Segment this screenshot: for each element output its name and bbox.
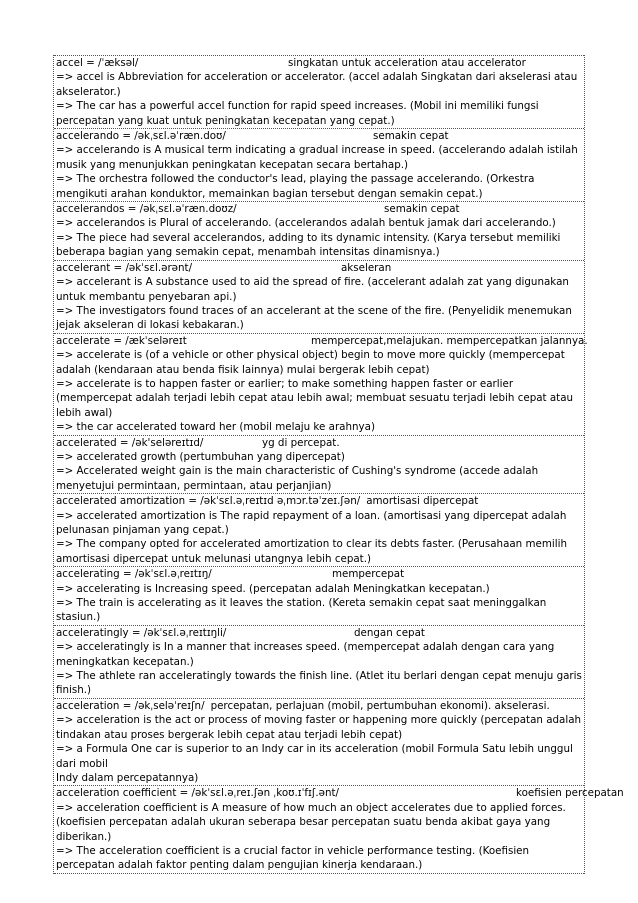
headword: accelerated amortization = /əkˈsɛl.əˌreɪtɪd əˌmɔr.təˈzeɪ.ʃən/ (56, 495, 361, 508)
headword: acceleration = /əkˌseləˈreɪʃn/ (56, 699, 205, 712)
dictionary-entry (54, 493, 584, 566)
example-line: => The train is accelerating as it leaves the station. (Kereta semakin cepat saat meninggalkan stasiun.) (56, 597, 547, 624)
entry-head (56, 494, 582, 508)
dictionary-entry (54, 698, 584, 785)
headword: accelerate = /ækˈseləreɪt (56, 334, 187, 347)
entry-head (56, 129, 582, 143)
example-line: => accelerando is A musical term indicating a gradual increase in speed. (accelerando adalah istilah musik yang menunjukkan peningkatan kecepatan secara bertahap.) (56, 144, 578, 171)
headword: accelerating = /əkˈsɛl.əˌreɪtɪŋ/ (56, 568, 212, 581)
example-line: => accelerated amortization is The rapid repayment of a loan. (amortisasi yang dipercepat adalah pelunasan pinjaman yang cepat.) (56, 509, 567, 536)
example-line: => accelerant is A substance used to aid the spread of fire. (accelerant adalah zat yang digunakan untuk membantu penyebaran api.) (56, 276, 569, 303)
dictionary-entry (54, 785, 624, 873)
example-line: => The athlete ran acceleratingly towards the finish line. (Atlet itu berlari dengan cepat menuju garis finish.) (56, 670, 582, 697)
example-line: => acceleration coefficient is A measure of how much an object accelerates due to applied forces. (koefisien percepatan adalah ukuran seberapa besar percepatan suatu benda akibat gaya yang diberikan.) (56, 801, 566, 843)
meaning: mempercepat (332, 568, 405, 581)
meaning: singkatan untuk acceleration atau accelerator (288, 57, 526, 69)
example-line: => acceleratingly is In a manner that increases speed. (mempercepat adalah dengan cara yang meningkatkan kecepatan.) (56, 641, 555, 668)
entry-head (56, 699, 582, 713)
example-line: => acceleration is the act or process of moving faster or happening more quickly (percepatan adalah tindakan atau proses bergerak lebih cepat atau terjadi lebih cepat) (56, 714, 582, 741)
headword: acceleratingly = /əkˈsɛl.əˌreɪtɪŋli/ (56, 626, 227, 639)
entry-head (56, 626, 582, 640)
meaning: mempercepat,melajukan. mempercepatkan jalannya. (311, 334, 588, 347)
meaning: dengan cepat (354, 626, 425, 639)
dictionary-entry (54, 201, 584, 260)
example-line: => The acceleration coefficient is a crucial factor in vehicle performance testing. (Koefisien percepatan adalah faktor penting dalam pengujian kinerja kendaraan.) (56, 844, 530, 872)
example-line: => accelerating is Increasing speed. (percepatan adalah Meningkatkan kecepatan.) (56, 582, 490, 595)
meaning: semakin cepat (373, 130, 449, 143)
dictionary-entry (54, 435, 584, 494)
example-line: => accelerate is (of a vehicle or other physical object) begin to move more quickly (mempercepat adalah (kendaraan atau benda fisik lainnya) mulai bergerak lebih cepat) (56, 349, 565, 376)
meaning: semakin cepat (384, 203, 460, 216)
meaning: amortisasi dipercepat (366, 495, 479, 508)
meaning: percepatan, perlajuan (mobil, pertumbuhan ekonomi). akselerasi. (210, 699, 550, 712)
headword: accelerated = /ək'seləreɪtɪd/ (56, 436, 204, 449)
entry-head (56, 261, 582, 275)
meaning: yg di percepat. (262, 436, 340, 449)
example-line: => The company opted for accelerated amortization to clear its debts faster. (Perusahaan memilih amortisasi dipercepat untuk melunasi utangnya lebih cepat.) (56, 538, 567, 565)
example-line: => Accelerated weight gain is the main characteristic of Cushing's syndrome (accede adalah menyetujui permintaan, permintaan, atau perjanjian) (56, 465, 539, 492)
headword: accelerando = /əkˌsɛl.əˈræn.doʊ/ (56, 130, 226, 143)
example-line: => The piece had several accelerandos, adding to its dynamic intensity. (Karya tersebut memiliki beberapa bagian yang semakin cepat, menambah intensitas dinamisnya.) (56, 231, 561, 259)
dictionary-entry (54, 333, 588, 435)
headword: accelerant = /əkˈsɛl.ərənt/ (56, 261, 193, 274)
example-line: => The car has a powerful accel function for rapid speed increases. (Mobil ini memiliki fungsi percepatan yang kuat untuk peningkatan kecepatan yang cepat.) (56, 100, 539, 127)
dictionary-entry (54, 55, 584, 128)
dictionary-entry (54, 566, 584, 625)
example-line: => accel is Abbreviation for acceleration or accelerator. (accel adalah Singkatan dari akselerasi atau akselerator.) (56, 71, 578, 98)
example-line: => a Formula One car is superior to an Indy car in its acceleration (mobil Formula Satu lebih unggul dari mobil (56, 743, 573, 770)
dictionary-entry (54, 260, 584, 333)
headword: acceleration coefficient = /əkˈsɛl.əˌreɪ.ʃən ˌkoʊ.ɪˈfɪʃ.ənt/ (56, 787, 339, 800)
entry-head (56, 786, 624, 800)
example-line: => the car accelerated toward her (mobil melaju ke arahnya) (56, 421, 375, 434)
meaning: akseleran (341, 261, 392, 274)
headword: accel = /ˈæksəl/ (56, 57, 139, 69)
example-line: => accelerated growth (pertumbuhan yang dipercepat) (56, 450, 345, 463)
example-line: => accelerandos is Plural of accelerando. (accelerandos adalah bentuk jamak dari accelerando.) (56, 217, 556, 230)
headword: accelerandos = /əkˌsɛl.əˈræn.doʊz/ (56, 203, 237, 216)
example-line: => accelerate is to happen faster or earlier; to make something happen faster or earlier (mempercepat adalah terjadi lebih cepat atau lebih awal; membuat sesuatu terjadi lebih cepat atau lebih awal) (56, 377, 574, 419)
example-line: => The investigators found traces of an accelerant at the scene of the fire. (Penyelidik menemukan jejak akseleran di lokasi kebakaran.) (56, 304, 572, 332)
entry-head (56, 567, 582, 581)
dictionary-sheet (53, 55, 624, 874)
example-line: Indy dalam percepatannya) (56, 771, 199, 784)
dictionary-entry (54, 625, 584, 698)
entry-head (56, 334, 588, 348)
meaning: koefisien percepatan (516, 787, 624, 800)
entry-head (56, 436, 582, 450)
entry-head (56, 202, 582, 216)
example-line: => The orchestra followed the conductor's lead, playing the passage accelerando. (Orkestra mengikuti arahan konduktor, memainkan bagian tersebut dengan semakin cepat.) (56, 173, 535, 200)
entry-head (56, 56, 582, 70)
dictionary-entry (54, 128, 584, 201)
